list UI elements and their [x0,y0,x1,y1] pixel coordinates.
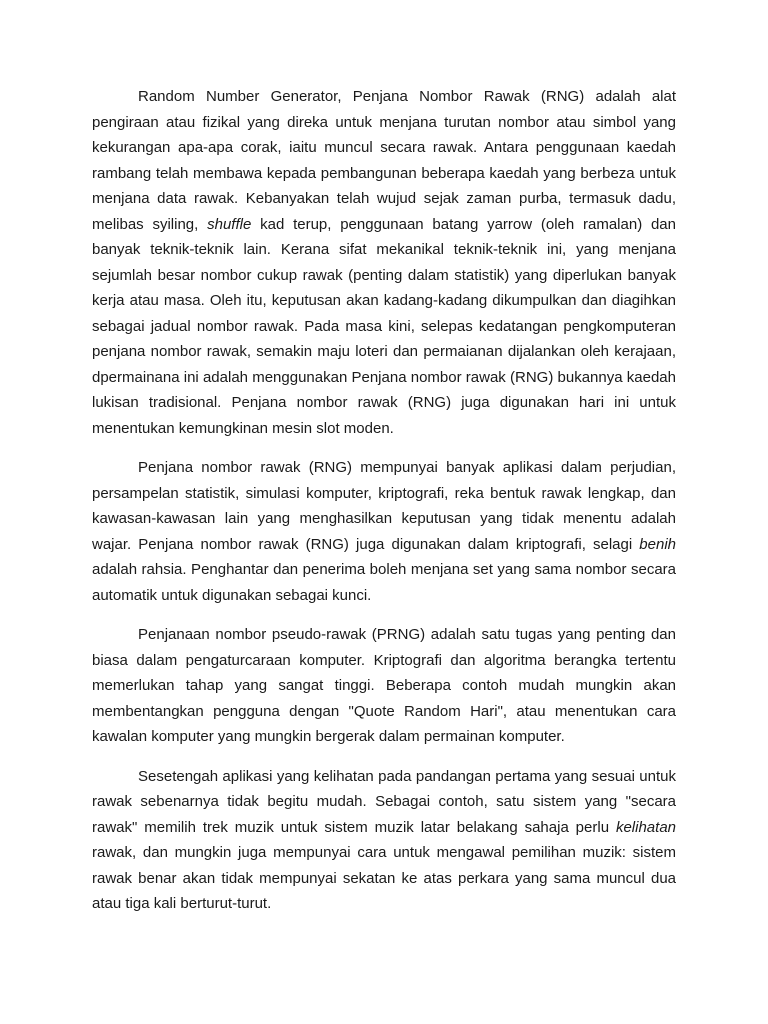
paragraph-3-text: Penjanaan nombor pseudo-rawak (PRNG) adalah satu tugas yang penting dan biasa dalam pengaturcaraan komputer. Kriptografi dan algoritma berangka tertentu memerlukan tahap yang sangat tinggi. Beberapa contoh mudah mungkin akan membentangkan pengguna dengan "Quote Random Hari", atau menentukan cara kawalan komputer yang mungkin bergerak dalam permainan komputer. [92,626,676,745]
paragraph-4-italic-kelihatan: kelihatan [615,818,676,836]
paragraph-2-italic-benih: benih [639,535,676,553]
paragraph-4-text-a: Sesetengah aplikasi yang kelihatan pada pandangan pertama yang sesuai untuk rawak sebenarnya tidak begitu mudah. Sebagai contoh, satu sistem yang "secara rawak" memilih trek muzik untuk sistem muzik latar belakang sahaja perlu [92,767,676,836]
paragraph-2-text-b: adalah rahsia. Penghantar dan penerima boleh menjana set yang sama nombor secara automatik untuk digunakan sebagai kunci. [92,561,676,604]
paragraph-1-italic-shuffle: shuffle [207,215,252,233]
paragraph-4 [92,764,676,917]
paragraph-4-text-b: rawak, dan mungkin juga mempunyai cara untuk mengawal pemilihan muzik: sistem rawak benar akan tidak mempunyai sekatan ke atas perkara yang sama muncul dua atau tiga kali berturut-turut. [92,844,676,912]
paragraph-1 [92,84,676,441]
paragraph-1-text-b: kad terup, penggunaan batang yarrow (oleh ramalan) dan banyak teknik-teknik lain. Kerana sifat mekanikal teknik-teknik ini, yang menjana sejumlah besar nombor cukup rawak (penting dalam statistik) yang diperlukan banyak kerja atau masa. Oleh itu, keputusan akan kadang-kadang dikumpulkan dan diagihkan sebagai jadual nombor rawak. Pada masa kini, selepas kedatangan pengkomputeran penjana nombor rawak, semakin maju loteri dan permaianan dijalankan oleh kerajaan, dpermainana ini adalah menggunakan Penjana nombor rawak (RNG) bukannya kaedah lukisan tradisional. Penjana nombor rawak (RNG) juga digunakan hari ini untuk menentukan kemungkinan mesin slot moden. [92,215,676,437]
paragraph-1-text-a: Random Number Generator, Penjana Nombor Rawak (RNG) adalah alat pengiraan atau fizikal yang direka untuk menjana turutan nombor atau simbol yang kekurangan apa-apa corak, iaitu muncul secara rawak. Antara penggunaan kaedah rambang telah membawa kepada pembangunan beberapa kaedah yang berbeza untuk menjana data rawak. Kebanyakan telah wujud sejak zaman purba, termasuk dadu, melibas syiling, [92,88,676,233]
document-body [92,84,676,931]
paragraph-3 [92,622,676,750]
paragraph-2 [92,455,676,608]
paragraph-2-text-a: Penjana nombor rawak (RNG) mempunyai banyak aplikasi dalam perjudian, persampelan statistik, simulasi komputer, kriptografi, reka bentuk rawak lengkap, dan kawasan-kawasan lain yang menghasilkan keputusan yang tidak menentu adalah wajar. Penjana nombor rawak (RNG) juga digunakan dalam kriptografi, selagi [92,459,676,553]
